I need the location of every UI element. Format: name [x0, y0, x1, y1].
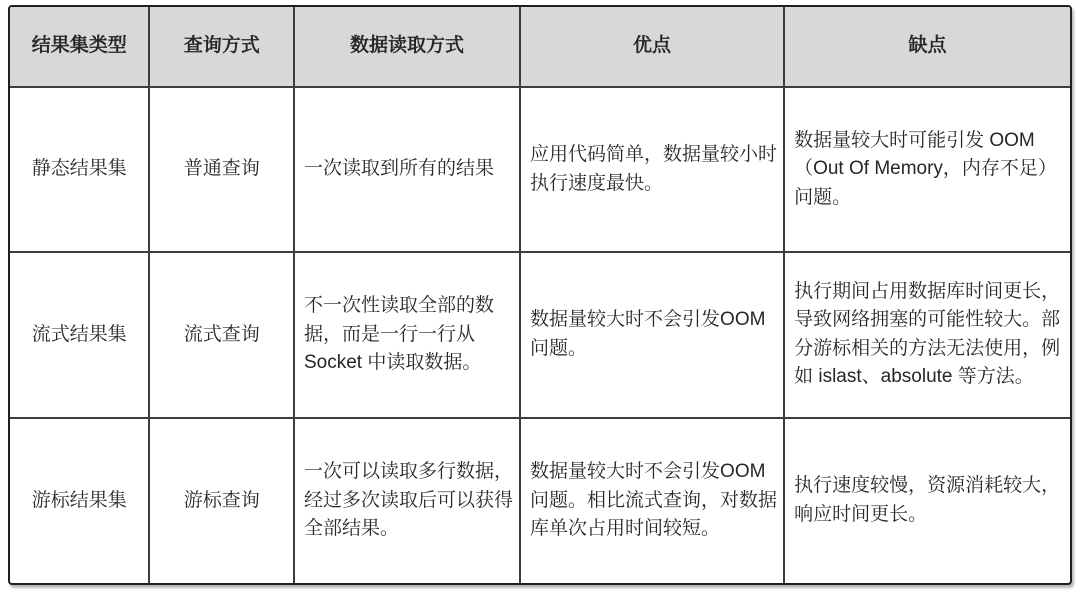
cell-cons: 数据量较大时可能引发 OOM（Out Of Memory，内存不足）问题。 [784, 87, 1070, 252]
cell-pros: 应用代码简单，数据量较小时执行速度最快。 [520, 87, 784, 252]
table-row-static-result-set [10, 87, 1070, 252]
cell-read-method: 一次读取到所有的结果 [294, 87, 520, 252]
cell-query-method: 普通查询 [149, 87, 293, 252]
cell-result-set-type: 流式结果集 [10, 252, 149, 417]
column-header-query-method: 查询方式 [149, 7, 293, 87]
result-set-comparison-table [8, 5, 1072, 585]
column-header-cons: 缺点 [784, 7, 1070, 87]
column-header-read-method: 数据读取方式 [294, 7, 520, 87]
table-row-cursor-result-set [10, 418, 1070, 583]
comparison-table [10, 7, 1070, 583]
cell-query-method: 游标查询 [149, 418, 293, 583]
cell-result-set-type: 静态结果集 [10, 87, 149, 252]
table-row-streaming-result-set [10, 252, 1070, 417]
cell-pros: 数据量较大时不会引发OOM问题。相比流式查询，对数据库单次占用时间较短。 [520, 418, 784, 583]
cell-pros: 数据量较大时不会引发OOM问题。 [520, 252, 784, 417]
table-header-row [10, 7, 1070, 87]
cell-read-method: 一次可以读取多行数据，经过多次读取后可以获得全部结果。 [294, 418, 520, 583]
column-header-pros: 优点 [520, 7, 784, 87]
cell-read-method: 不一次性读取全部的数据，而是一行一行从 Socket 中读取数据。 [294, 252, 520, 417]
cell-query-method: 流式查询 [149, 252, 293, 417]
column-header-result-set-type: 结果集类型 [10, 7, 149, 87]
cell-result-set-type: 游标结果集 [10, 418, 149, 583]
cell-cons: 执行速度较慢，资源消耗较大，响应时间更长。 [794, 475, 1061, 525]
cell-cons: 执行期间占用数据库时间更长，导致网络拥塞的可能性较大。部分游标相关的方法无法使用，例如 islast、absolute 等方法。 [784, 252, 1070, 417]
